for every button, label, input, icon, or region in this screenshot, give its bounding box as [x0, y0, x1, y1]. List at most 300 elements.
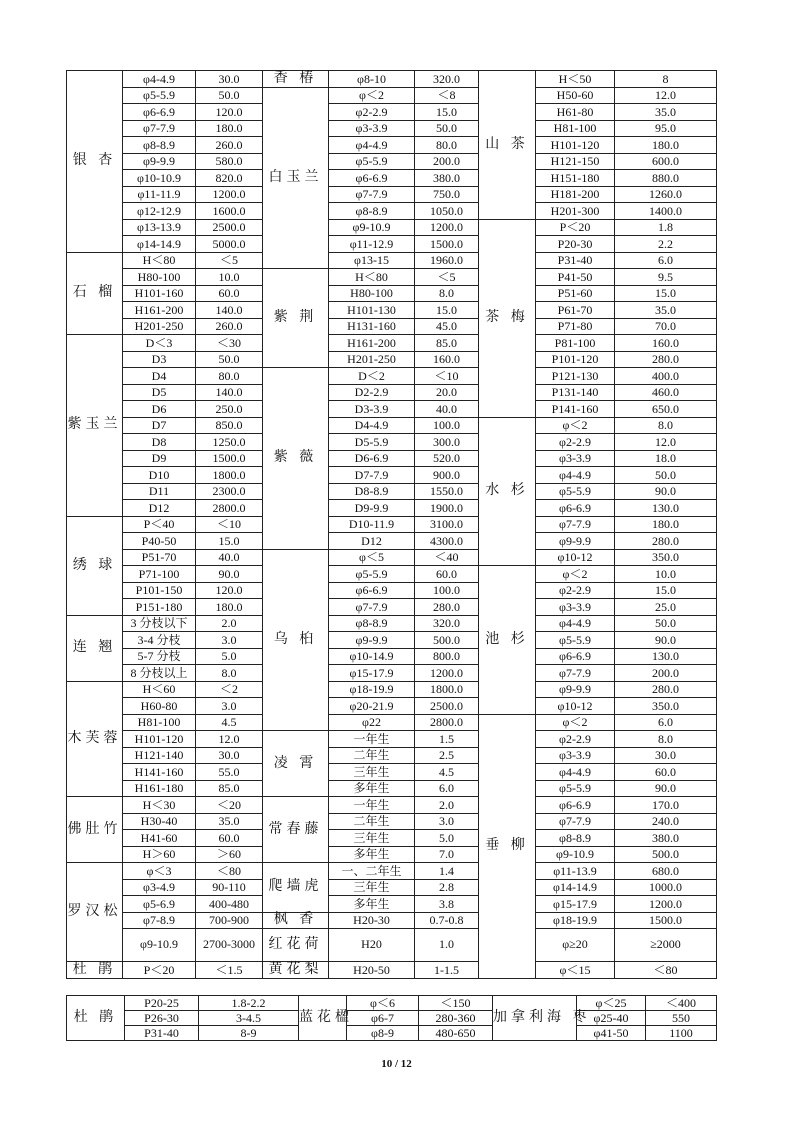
table-row [67, 879, 717, 896]
spec-cell: D9-9.9 [329, 500, 415, 517]
price-cell: 300.0 [415, 434, 479, 451]
spec-cell: H20-50 [329, 962, 415, 979]
price-cell: 1200.0 [615, 896, 717, 913]
spec-cell: P＜40 [123, 516, 196, 533]
price-cell: 9.5 [615, 269, 717, 286]
price-cell: 50.0 [615, 467, 717, 484]
price-cell: 90-110 [196, 879, 263, 896]
spec-cell: φ4-4.9 [536, 467, 615, 484]
table-row [67, 533, 717, 550]
spec-cell: φ9-9.9 [536, 681, 615, 698]
price-cell: 260.0 [196, 137, 263, 154]
price-cell: 90.0 [615, 632, 717, 649]
price-cell: 95.0 [615, 120, 717, 137]
price-cell: 8 [615, 71, 717, 88]
price-cell: 750.0 [415, 186, 479, 203]
table-row [67, 912, 717, 929]
spec-cell: φ6-6.9 [536, 648, 615, 665]
price-cell: 380.0 [615, 830, 717, 847]
spec-cell: H80-100 [329, 285, 415, 302]
spec-cell: φ5-5.9 [329, 566, 415, 583]
price-cell: 35.0 [615, 302, 717, 319]
table-row [67, 797, 717, 814]
spec-cell: φ8-10 [329, 71, 415, 88]
price-cell: 160.0 [615, 335, 717, 352]
price-cell: 15.0 [415, 302, 479, 319]
table-row [67, 731, 717, 748]
price-cell: 4.5 [415, 764, 479, 781]
spec-cell: P61-70 [536, 302, 615, 319]
spec-cell: φ10-14.9 [329, 648, 415, 665]
spec-cell: φ25-40 [577, 1011, 646, 1026]
table-row [67, 681, 717, 698]
spec-cell: D2-2.9 [329, 384, 415, 401]
price-cell: 580.0 [196, 153, 263, 170]
table-row [67, 500, 717, 517]
price-cell: 3-4.5 [199, 1011, 299, 1026]
table-row [67, 830, 717, 847]
spec-cell: φ15-17.9 [536, 896, 615, 913]
spec-cell: φ2-2.9 [536, 434, 615, 451]
spec-cell: φ8-9 [347, 1026, 419, 1041]
spec-cell: φ3-3.9 [536, 450, 615, 467]
price-cell: ≥2000 [615, 929, 717, 962]
spec-cell: P40-50 [123, 533, 196, 550]
species-name: 银 杏 [67, 71, 123, 253]
price-cell: 10.0 [615, 566, 717, 583]
spec-cell: H20-30 [329, 912, 415, 929]
price-cell: 500.0 [615, 846, 717, 863]
species-name: 枫 香 [263, 912, 329, 929]
price-cell: 50.0 [415, 120, 479, 137]
species-name: 池 杉 [479, 566, 536, 715]
price-cell: ＜5 [196, 252, 263, 269]
price-cell: 2800.0 [415, 714, 479, 731]
species-name: 绣 球 [67, 516, 123, 615]
table-row [67, 335, 717, 352]
price-cell: 50.0 [196, 351, 263, 368]
species-name: 加拿利海 枣 [493, 996, 577, 1041]
spec-cell: φ14-14.9 [536, 879, 615, 896]
price-cell: 120.0 [196, 104, 263, 121]
spec-cell: H50-60 [536, 87, 615, 104]
price-cell: 180.0 [615, 137, 717, 154]
spec-cell: H201-250 [123, 318, 196, 335]
spec-cell: D7 [123, 417, 196, 434]
table-row [67, 219, 717, 236]
species-name: 乌 桕 [263, 549, 329, 731]
spec-cell: P51-60 [536, 285, 615, 302]
spec-cell: H＜80 [123, 252, 196, 269]
price-cell: 18.0 [615, 450, 717, 467]
price-cell: 130.0 [615, 500, 717, 517]
spec-cell: φ2-2.9 [536, 582, 615, 599]
species-name: 红花荷 [263, 929, 329, 962]
spec-cell: D12 [329, 533, 415, 550]
price-cell: 700-900 [196, 912, 263, 929]
table-row [67, 549, 717, 566]
spec-cell: φ18-19.9 [536, 912, 615, 929]
price-cell: 35.0 [196, 813, 263, 830]
footer-table [66, 995, 717, 1041]
table-row [67, 318, 717, 335]
price-cell: 30.0 [196, 747, 263, 764]
price-cell: 1.4 [415, 863, 479, 880]
spec-cell: φ10-12 [536, 549, 615, 566]
table-row [67, 648, 717, 665]
price-table [66, 70, 717, 979]
price-cell: 50.0 [196, 87, 263, 104]
price-cell: 15.0 [615, 285, 717, 302]
price-cell: 1260.0 [615, 186, 717, 203]
price-cell: 30.0 [615, 747, 717, 764]
price-cell: ＜30 [196, 335, 263, 352]
price-cell: 1.5 [415, 731, 479, 748]
price-cell: 3.0 [196, 632, 263, 649]
spec-cell: φ9-10.9 [123, 929, 196, 962]
spec-cell: φ4-4.9 [329, 137, 415, 154]
spec-cell: 3 分枝以下 [123, 615, 196, 632]
spec-cell: 多年生 [329, 846, 415, 863]
spec-cell: φ3-3.9 [536, 599, 615, 616]
spec-cell: H＜50 [536, 71, 615, 88]
price-cell: 5000.0 [196, 236, 263, 253]
spec-cell: φ9-9.9 [536, 533, 615, 550]
price-cell: 250.0 [196, 401, 263, 418]
price-cell: 2.0 [196, 615, 263, 632]
price-cell: 8.0 [196, 665, 263, 682]
spec-cell: D4 [123, 368, 196, 385]
price-cell: ＜10 [415, 368, 479, 385]
spec-cell: φ5-6.9 [123, 896, 196, 913]
price-cell: 8-9 [199, 1026, 299, 1041]
species-name: 黄花梨 [263, 962, 329, 979]
table-row [67, 846, 717, 863]
spec-cell: φ11-13.9 [536, 863, 615, 880]
price-cell: ＜5 [415, 269, 479, 286]
table-row [67, 351, 717, 368]
spec-cell: H121-140 [123, 747, 196, 764]
spec-cell: φ7-7.9 [329, 186, 415, 203]
price-cell: 12.0 [615, 434, 717, 451]
species-name: 佛肚竹 [67, 797, 123, 863]
spec-cell: φ3-4.9 [123, 879, 196, 896]
spec-cell: P141-160 [536, 401, 615, 418]
spec-cell: φ7-8.9 [123, 912, 196, 929]
price-cell: 280.0 [615, 681, 717, 698]
price-cell: 12.0 [615, 87, 717, 104]
price-cell: ＜80 [196, 863, 263, 880]
price-cell: 90.0 [196, 566, 263, 583]
spec-cell: φ12-12.9 [123, 203, 196, 220]
spec-cell: H＞60 [123, 846, 196, 863]
price-cell: ＜2 [196, 681, 263, 698]
spec-cell: D9 [123, 450, 196, 467]
species-name: 茶 梅 [479, 219, 536, 417]
price-cell: 12.0 [196, 731, 263, 748]
price-cell: ＜10 [196, 516, 263, 533]
price-cell: 200.0 [615, 665, 717, 682]
species-name: 常春藤 [263, 797, 329, 863]
price-cell: 520.0 [415, 450, 479, 467]
price-cell: 1500.0 [196, 450, 263, 467]
price-cell: 460.0 [615, 384, 717, 401]
spec-cell: φ8-8.9 [536, 830, 615, 847]
price-cell: ＜8 [415, 87, 479, 104]
price-cell: 1.0 [415, 929, 479, 962]
spec-cell: φ10-12 [536, 698, 615, 715]
table-row [67, 137, 717, 154]
price-cell: 8.0 [615, 417, 717, 434]
price-cell: 2.8 [415, 879, 479, 896]
spec-cell: φ6-6.9 [123, 104, 196, 121]
spec-cell: D12 [123, 500, 196, 517]
table-row [67, 516, 717, 533]
spec-cell: H201-250 [329, 351, 415, 368]
price-cell: 1500.0 [415, 236, 479, 253]
price-cell: 3.0 [196, 698, 263, 715]
price-cell: 30.0 [196, 71, 263, 88]
price-cell: ＜400 [646, 996, 717, 1011]
spec-cell: φ18-19.9 [329, 681, 415, 698]
price-cell: 140.0 [196, 302, 263, 319]
species-name: 石 榴 [67, 252, 123, 335]
price-cell: 1500.0 [615, 912, 717, 929]
spec-cell: 多年生 [329, 896, 415, 913]
spec-cell: 一年生 [329, 797, 415, 814]
price-cell: 80.0 [415, 137, 479, 154]
spec-cell: φ9-9.9 [329, 632, 415, 649]
price-cell: 85.0 [415, 335, 479, 352]
spec-cell: D3 [123, 351, 196, 368]
spec-cell: φ＜2 [536, 714, 615, 731]
table-row [67, 153, 717, 170]
spec-cell: P71-80 [536, 318, 615, 335]
price-cell: 45.0 [415, 318, 479, 335]
table-row [67, 896, 717, 913]
spec-cell: φ11-11.9 [123, 186, 196, 203]
table-row [67, 615, 717, 632]
table-row [67, 186, 717, 203]
spec-cell: P131-140 [536, 384, 615, 401]
spec-cell: 三年生 [329, 764, 415, 781]
price-cell: 1050.0 [415, 203, 479, 220]
spec-cell: φ41-50 [577, 1026, 646, 1041]
table-row [67, 384, 717, 401]
price-cell: 1250.0 [196, 434, 263, 451]
price-cell: 80.0 [196, 368, 263, 385]
price-cell: 550 [646, 1011, 717, 1026]
price-cell: 0.7-0.8 [415, 912, 479, 929]
price-cell: ＜150 [419, 996, 493, 1011]
spec-cell: φ8-8.9 [329, 615, 415, 632]
table-row [67, 417, 717, 434]
spec-cell: H161-180 [123, 780, 196, 797]
table-row [67, 632, 717, 649]
spec-cell: φ7-7.9 [536, 665, 615, 682]
price-cell: 600.0 [615, 153, 717, 170]
spec-cell: H20 [329, 929, 415, 962]
spec-cell: P121-130 [536, 368, 615, 385]
species-name: 罗汉松 [67, 863, 123, 962]
species-name: 白玉兰 [263, 87, 329, 269]
spec-cell: φ＜6 [347, 996, 419, 1011]
spec-cell: φ＜15 [536, 962, 615, 979]
price-cell: 5.0 [196, 648, 263, 665]
price-cell: 40.0 [415, 401, 479, 418]
species-name: 香 椿 [263, 71, 329, 88]
spec-cell: D8 [123, 434, 196, 451]
price-cell: 2700-3000 [196, 929, 263, 962]
price-cell: 2.5 [415, 747, 479, 764]
spec-cell: φ9-10.9 [329, 219, 415, 236]
spec-cell: φ4-4.9 [123, 71, 196, 88]
spec-cell: φ7-7.9 [536, 516, 615, 533]
price-cell: 100.0 [415, 417, 479, 434]
price-cell: 3.8 [415, 896, 479, 913]
spec-cell: φ＜2 [329, 87, 415, 104]
price-cell: 4300.0 [415, 533, 479, 550]
price-cell: 320.0 [415, 615, 479, 632]
spec-cell: H101-130 [329, 302, 415, 319]
price-cell: 800.0 [415, 648, 479, 665]
spec-cell: φ9-10.9 [536, 846, 615, 863]
table-row [67, 467, 717, 484]
spec-cell: H101-120 [123, 731, 196, 748]
price-cell: 8.0 [415, 285, 479, 302]
price-cell: 260.0 [196, 318, 263, 335]
spec-cell: P51-70 [123, 549, 196, 566]
price-cell: 180.0 [615, 516, 717, 533]
price-cell: 1000.0 [615, 879, 717, 896]
spec-cell: H＜30 [123, 797, 196, 814]
spec-cell: φ5-5.9 [123, 87, 196, 104]
price-cell: 3.0 [415, 813, 479, 830]
spec-cell: H＜60 [123, 681, 196, 698]
footer-row [67, 1026, 717, 1041]
price-cell: 900.0 [415, 467, 479, 484]
spec-cell: 5-7 分枝 [123, 648, 196, 665]
price-cell: 50.0 [615, 615, 717, 632]
price-cell: 1960.0 [415, 252, 479, 269]
price-cell: 40.0 [196, 549, 263, 566]
table-row [67, 863, 717, 880]
spec-cell: φ6-7 [347, 1011, 419, 1026]
price-cell: 100.0 [415, 582, 479, 599]
table-row [67, 269, 717, 286]
price-cell: ＜80 [615, 962, 717, 979]
price-cell: 6.0 [615, 252, 717, 269]
spec-cell: φ13-13.9 [123, 219, 196, 236]
spec-cell: H101-120 [536, 137, 615, 154]
table-row [67, 698, 717, 715]
price-cell: 200.0 [415, 153, 479, 170]
spec-cell: P26-30 [125, 1011, 199, 1026]
spec-cell: 一、二年生 [329, 863, 415, 880]
table-row [67, 813, 717, 830]
price-cell: 1-1.5 [415, 962, 479, 979]
price-cell: 60.0 [615, 764, 717, 781]
price-cell: 120.0 [196, 582, 263, 599]
price-cell: 25.0 [615, 599, 717, 616]
spec-cell: φ4-4.9 [536, 615, 615, 632]
price-cell: 15.0 [615, 582, 717, 599]
spec-cell: D10-11.9 [329, 516, 415, 533]
species-name: 杜 鹃 [67, 962, 123, 979]
price-cell: 3100.0 [415, 516, 479, 533]
spec-cell: 3-4 分枝 [123, 632, 196, 649]
spec-cell: φ11-12.9 [329, 236, 415, 253]
spec-cell: D＜3 [123, 335, 196, 352]
price-cell: 1.8-2.2 [199, 996, 299, 1011]
table-row [67, 434, 717, 451]
page-number: 10 / 12 [381, 1058, 412, 1070]
spec-cell: P101-120 [536, 351, 615, 368]
spec-cell: φ8-8.9 [329, 203, 415, 220]
table-row [67, 104, 717, 121]
price-cell: 820.0 [196, 170, 263, 187]
spec-cell: φ7-7.9 [123, 120, 196, 137]
price-cell: 15.0 [415, 104, 479, 121]
table-row [67, 582, 717, 599]
table-row [67, 780, 717, 797]
price-cell: 1200.0 [415, 219, 479, 236]
price-cell: 400-480 [196, 896, 263, 913]
table-row [67, 285, 717, 302]
spec-cell: P＜20 [536, 219, 615, 236]
spec-cell: H＜80 [329, 269, 415, 286]
price-cell: 350.0 [615, 549, 717, 566]
table-row [67, 203, 717, 220]
price-cell: 180.0 [196, 120, 263, 137]
spec-cell: φ15-17.9 [329, 665, 415, 682]
species-name: 木芙蓉 [67, 681, 123, 797]
spec-cell: D5-5.9 [329, 434, 415, 451]
price-cell: 2.0 [415, 797, 479, 814]
spec-cell: φ4-4.9 [536, 764, 615, 781]
spec-cell: P31-40 [536, 252, 615, 269]
price-cell: 2800.0 [196, 500, 263, 517]
price-cell: 60.0 [415, 566, 479, 583]
species-name: 凌 霄 [263, 731, 329, 797]
price-cell: 1100 [646, 1026, 717, 1041]
spec-cell: φ＜5 [329, 549, 415, 566]
spec-cell: φ7-7.9 [536, 813, 615, 830]
spec-cell: H161-200 [329, 335, 415, 352]
price-cell: 70.0 [615, 318, 717, 335]
spec-cell: φ6-6.9 [329, 170, 415, 187]
species-name: 山 茶 [479, 71, 536, 220]
species-name: 紫玉兰 [67, 335, 123, 517]
species-name: 紫 薇 [263, 368, 329, 550]
spec-cell: φ7-7.9 [329, 599, 415, 616]
price-cell: 4.5 [196, 714, 263, 731]
price-cell: 1550.0 [415, 483, 479, 500]
spec-cell: H151-180 [536, 170, 615, 187]
spec-cell: φ＜2 [536, 417, 615, 434]
footer-row [67, 996, 717, 1011]
price-cell: 680.0 [615, 863, 717, 880]
species-name: 紫 荆 [263, 269, 329, 368]
price-cell: 7.0 [415, 846, 479, 863]
price-cell: ＜1.5 [196, 962, 263, 979]
spec-cell: H101-160 [123, 285, 196, 302]
spec-cell: H121-150 [536, 153, 615, 170]
table-row [67, 170, 717, 187]
spec-cell: φ22 [329, 714, 415, 731]
price-cell: 280.0 [415, 599, 479, 616]
spec-cell: D8-8.9 [329, 483, 415, 500]
